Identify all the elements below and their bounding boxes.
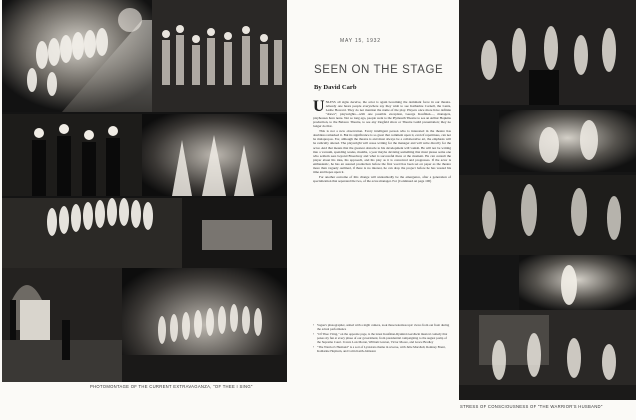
right-photo-caption: STRESS OF CONSCIOUSNESS OF "THE WARRIOR'S HUSBAND" (460, 404, 603, 409)
photo-notes (313, 324, 451, 355)
article-paragraph: This is not a new observation. Every intelligent person who is interested in the theatre has doubtless remarked it. But its significance is so great that comment upon it, even if repetitious, can not be malapropos. For, although the theatre is and must always be a collaborative art, the emphasis will be radically altered. The playwright will cease writing for the manager and will write directly for the actor. And that means that the greatest obstacle to his development will vanish. He will not be writing into a vacuum, spending weeks, months, a year maybe devising something that must please some one who seldom sees beyond Broadway and what is successful there at the moment. He can consult the player about his idea, his approach, and his play as it is conceived and progresses. If the actor is enthusiastic, he has an assured production before the first word has been set on paper as the theatre more than vaguely outlined, if there is no interest, he can drop the project before he has wasted his time and hopes upon it. (313, 129, 451, 174)
drop-cap: U (313, 98, 325, 115)
article-page (296, 0, 452, 420)
left-photo-caption: PHOTOMONTAGE OF THE CURRENT EXTRAVAGANZA, "OF THEE I SING" (90, 384, 253, 389)
article-body (313, 100, 451, 184)
article-title: SEEN ON THE STAGE (314, 64, 444, 76)
photomontage-right-image (459, 0, 636, 400)
article-paragraph: For another outcome of this change will undoubtedly be the emergence, after a generation of specialization that separated the two, of the actor-manager. For (Continued on page 100) (313, 174, 451, 183)
photomontage-right (459, 0, 636, 400)
photo-note: • "The Warrior's Husband" is a sort of Lysistrata theme in reverse, with Julie Marshall, Romney Brent, Katharine Hepburn, and Colin Keith-Johnston (313, 345, 446, 354)
photo-note: • Vogue's photographer, armed with a night camera, took these kaleidoscopic views from out front during the actual performance (313, 323, 450, 331)
bullet-icon: • (313, 345, 315, 350)
article-paragraph (313, 100, 451, 128)
article-paragraph-text: NLESS all signs deceive, the actor is again becoming the dominant force in our theatre. Already one hears people everywhere say they wish to see Katharine Cornell, the Lunts, Leslie Howard. They do not mention the name of the play. Players once more have definite "draws"; playwrights—with one possible exception, George Kaufman—, managers, playhouses have none. Not so long ago, people went to the Plymouth Theatre to see an Arthur Hopkins production, to the Belasco Theatre, to see any Ziegfeld show or Theatre Guild presentation; they no longer do that. (313, 100, 451, 129)
photomontage-left-image (2, 0, 287, 382)
article-byline: By David Carb (314, 84, 357, 91)
bullet-icon: • (313, 323, 315, 327)
photomontage-left (2, 0, 287, 382)
photo-note: • "Of Thee I Sing," on the opposite page, is the latest Kaufman-Ryskind-Gershwin musical comedy that pokes sly fun at every phase of our government, from presidential campaigning to the august pomp of the Supreme Court. It stars Lois Moran, William Gaxton, Victor Moore, and Grace Bradley (313, 332, 448, 344)
bullet-icon: • (313, 332, 315, 337)
page-folio: MAY 15, 1932 (340, 38, 381, 44)
